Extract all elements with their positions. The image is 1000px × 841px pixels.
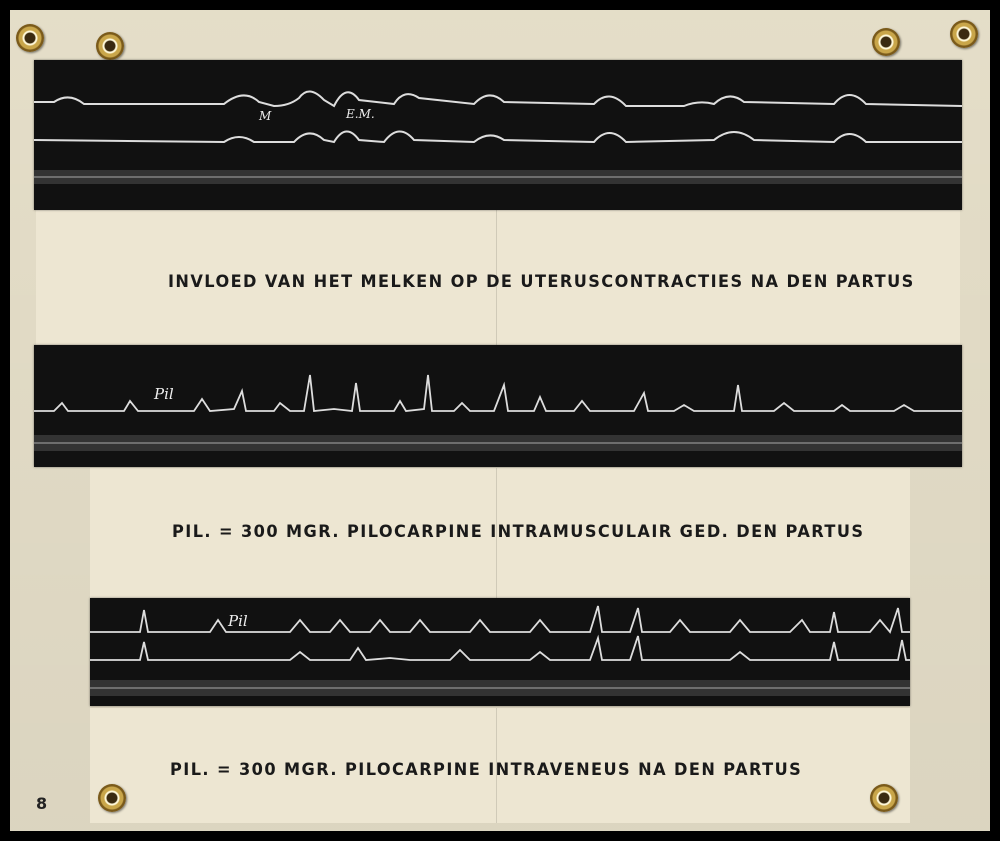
recording-strip-milking: [34, 60, 962, 210]
uterus-trace-graph: [34, 345, 962, 467]
trace-line-lower: [34, 131, 962, 142]
uterus-trace-graph: [34, 60, 962, 210]
grommet-icon: [872, 28, 900, 56]
trace-line-upper: [34, 91, 962, 106]
page-number: 8: [36, 794, 48, 813]
grommet-icon: [16, 24, 44, 52]
trace-line-lower: [90, 636, 910, 660]
recording-strip-intramuscular: [34, 345, 962, 467]
caption-bottom: PIL. = 300 MGR. PILOCARPINE INTRAVENEUS NA DEN PARTUS: [170, 760, 803, 780]
caption-top: INVLOED VAN HET MELKEN OP DE UTERUSCONTRACTIES NA DEN PARTUS: [168, 272, 915, 292]
grommet-icon: [950, 20, 978, 48]
caption-middle: PIL. = 300 MGR. PILOCARPINE INTRAMUSCULAIR GED. DEN PARTUS: [172, 522, 865, 542]
uterus-trace-graph: [90, 598, 910, 706]
display-board: [10, 10, 990, 831]
strip1-label-m: M: [259, 109, 272, 123]
grommet-icon: [96, 32, 124, 60]
trace-line-upper: [90, 606, 910, 632]
strip2-label-pil: Pil: [154, 385, 174, 403]
strip1-label-em: E.M.: [346, 107, 375, 121]
strip3-label-pil: Pil: [228, 612, 248, 630]
grommet-icon: [870, 784, 898, 812]
recording-strip-intravenous: [90, 598, 910, 706]
grommet-icon: [98, 784, 126, 812]
